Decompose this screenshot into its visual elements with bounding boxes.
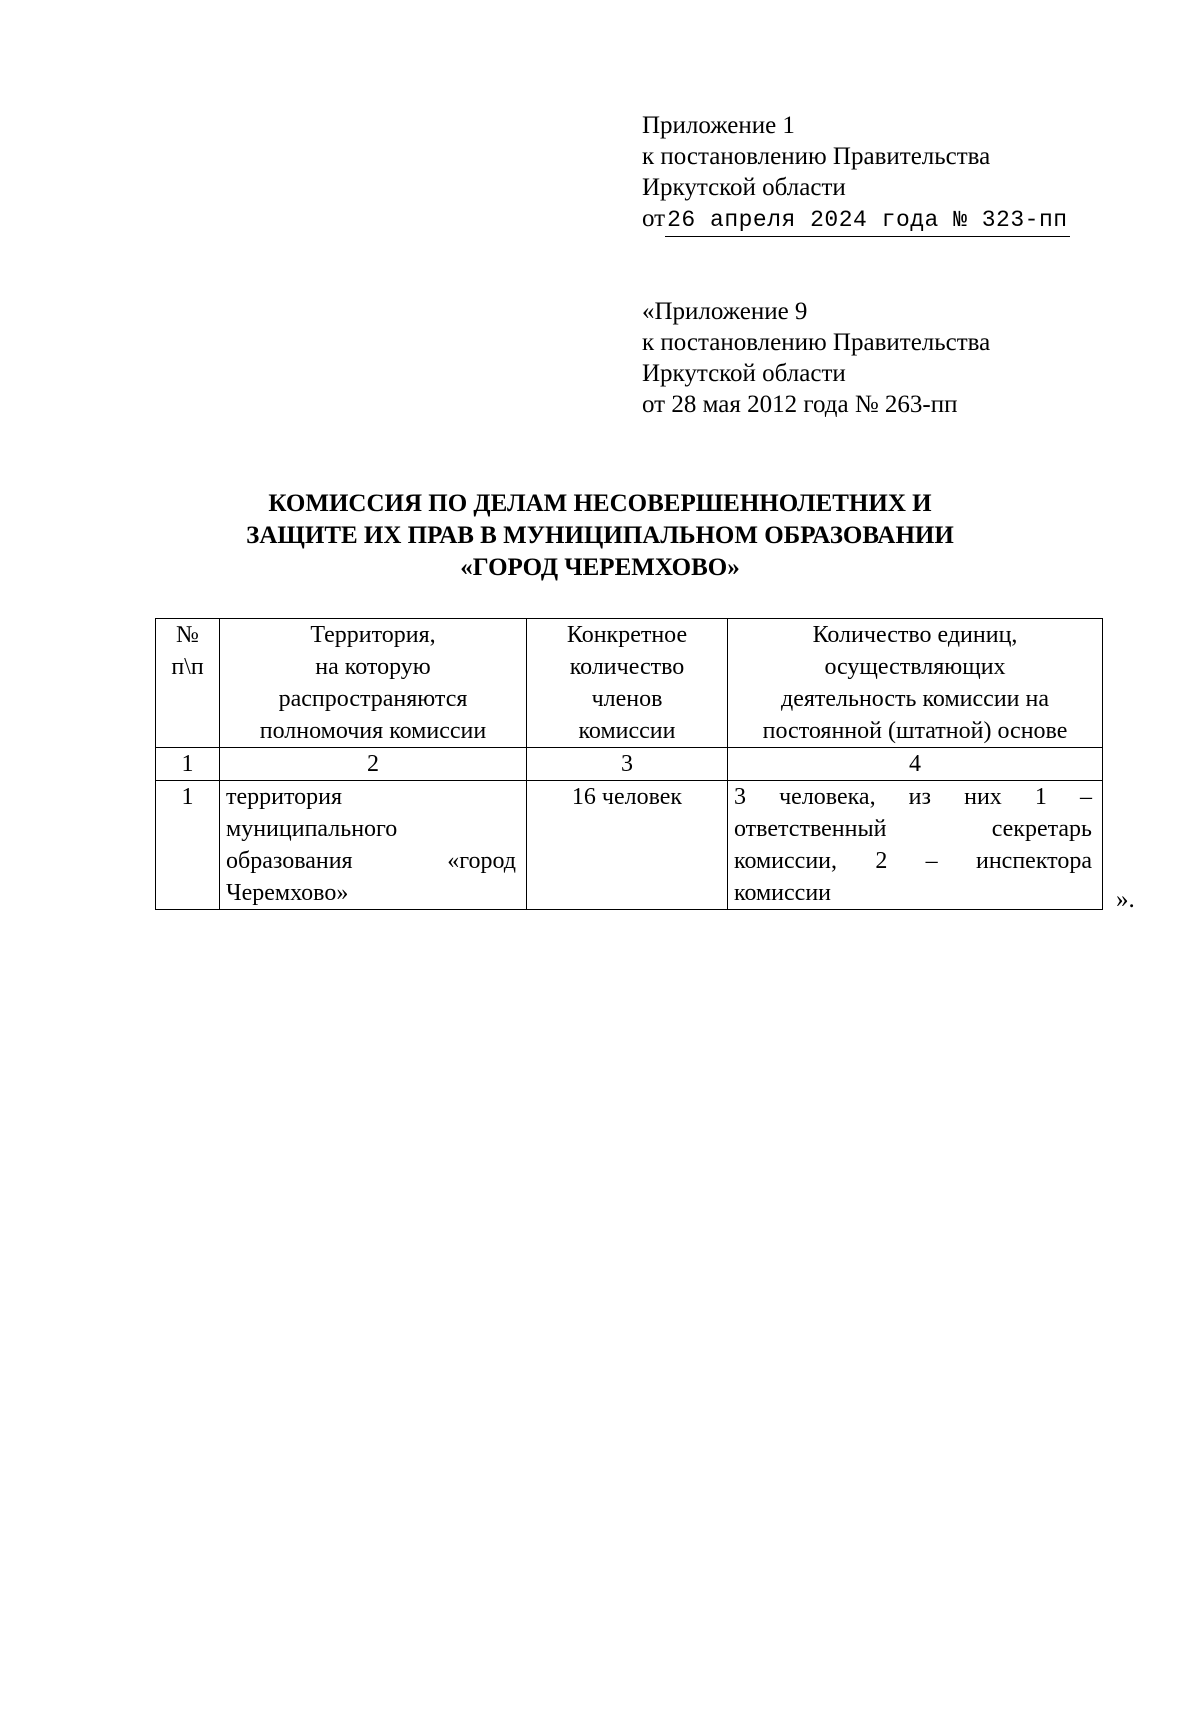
header-staff — [728, 619, 1103, 748]
appendix-current-resolution: к постановлению Правительства — [642, 143, 991, 170]
appendix-previous-block — [642, 296, 990, 420]
header-staff-line: осуществляющих — [824, 654, 1006, 680]
column-number-cell: 4 — [728, 748, 1103, 781]
appendix-current-title: Приложение 1 — [642, 112, 795, 139]
table-row — [156, 781, 1103, 910]
document-title-line-1: КОМИССИЯ ПО ДЕЛАМ НЕСОВЕРШЕННОЛЕТНИХ И — [268, 490, 932, 517]
header-territory-line: распространяются — [278, 686, 468, 712]
appendix-current-date-prefix: от — [642, 205, 666, 232]
header-territory — [220, 619, 527, 748]
column-number-cell: 3 — [527, 748, 728, 781]
appendix-previous-resolution: к постановлению Правительства — [642, 329, 991, 356]
document-title-line-2: ЗАЩИТЕ ИХ ПРАВ В МУНИЦИПАЛЬНОМ ОБРАЗОВАНИИ — [246, 522, 954, 549]
header-number-line: п\п — [171, 654, 204, 680]
header-members-line: количество — [569, 654, 685, 680]
column-number-row — [156, 748, 1103, 781]
appendix-current-region: Иркутской области — [642, 174, 846, 201]
appendix-previous-date: от 28 мая 2012 года № 263-пп — [642, 391, 958, 418]
appendix-previous-region: Иркутской области — [642, 360, 846, 387]
header-members-line: комиссии — [578, 718, 676, 744]
header-members-line: членов — [591, 686, 663, 712]
appendix-current-date-line — [642, 203, 1070, 237]
header-number-line: № — [176, 622, 199, 648]
document-title-line-3: «ГОРОД ЧЕРЕМХОВО» — [460, 554, 740, 581]
header-territory-line: полномочия комиссии — [259, 718, 487, 744]
appendix-current-date-value: 26 апреля 2024 года № 323-пп — [665, 205, 1069, 237]
header-members-line: Конкретное — [566, 622, 688, 648]
header-members — [527, 619, 728, 748]
row-staff-cell: 3 человека, из них 1 – ответственный секретарь комиссии, 2 – инспектора комиссии — [728, 781, 1103, 910]
column-number-cell: 2 — [220, 748, 527, 781]
table-header-row — [156, 619, 1103, 748]
header-staff-line: постоянной (штатной) основе — [762, 718, 1068, 744]
column-number-cell: 1 — [156, 748, 220, 781]
document-title — [150, 488, 1050, 584]
closing-quote: ». — [1116, 886, 1135, 913]
row-territory-cell: территория муниципального образования «город Черемхово» — [220, 781, 527, 910]
header-number — [156, 619, 220, 748]
row-members-cell: 16 человек — [527, 781, 728, 910]
appendix-previous-title: «Приложение 9 — [642, 298, 808, 325]
header-staff-line: деятельность комиссии на — [781, 686, 1049, 712]
header-staff-line: Количество единиц, — [812, 622, 1018, 648]
row-number-cell: 1 — [156, 781, 220, 910]
commission-table — [155, 618, 1103, 910]
appendix-current-block — [642, 110, 1070, 237]
header-territory-line: на которую — [315, 654, 431, 680]
header-territory-line: Территория, — [310, 622, 436, 648]
